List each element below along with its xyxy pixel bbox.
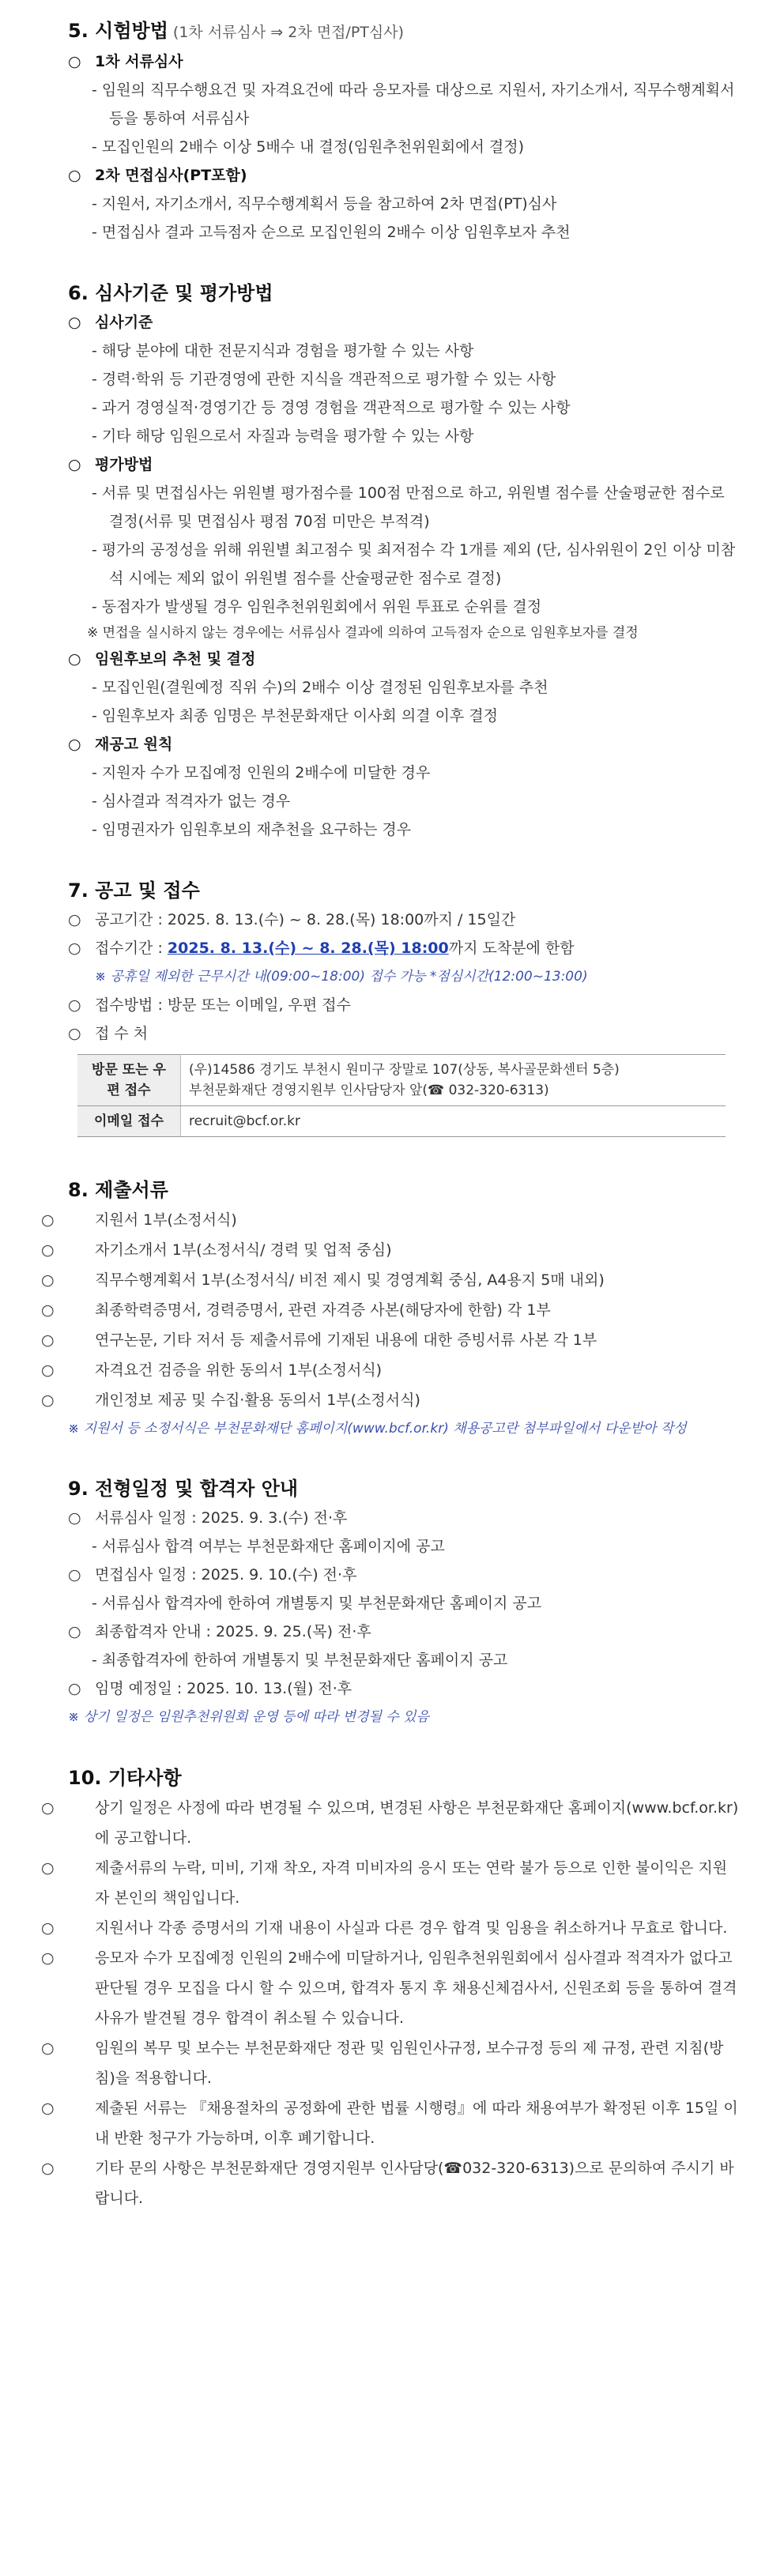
list-subitem: - 심사결과 적격자가 없는 경우 <box>92 793 291 810</box>
circle-bullet-icon: ○ <box>68 736 81 753</box>
list-subitem: - 임원의 직무수행요건 및 자격요건에 따라 응모자를 대상으로 지원서, 자기소개서, 직무수행계획서 등을 통하여 서류심사 <box>92 81 735 127</box>
list-heading: ○ 재공고 원칙 <box>68 730 740 759</box>
section-9-note: ※ 상기 일정은 임원추천위원회 운영 등에 따라 변경될 수 있음 <box>68 1709 430 1725</box>
section-6-criteria <box>68 278 740 844</box>
circle-bullet-icon: ○ <box>41 1301 55 1319</box>
list-note: ※ 면접을 실시하지 않는 경우에는 서류심사 결과에 의하여 고득점자 순으로 임원후보자를 결정 <box>87 625 639 641</box>
receipt-table <box>77 1054 726 1137</box>
list-item: ○ 응모자 수가 모집예정 인원의 2배수에 미달하거나, 임원추천위원회에서 심사결과 적격자가 없다고 판단될 경우 모집을 다시 할 수 있으며, 합격자 통지 후 채용신체검사서, 신원조회 등을 통하여 결격사유가 발견될 경우 합격이 취소될 수 있습니다. <box>68 1943 740 2033</box>
circle-bullet-icon: ○ <box>41 1799 55 1817</box>
table-row <box>77 1106 726 1137</box>
notice-period: ○ 공고기간 : 2025. 8. 13.(수) ~ 8. 28.(목) 18:00까지 / 15일간 <box>68 906 740 934</box>
circle-bullet-icon: ○ <box>41 1919 55 1937</box>
circle-bullet-icon: ○ <box>41 1241 55 1259</box>
list-subitem: - 지원서, 자기소개서, 직무수행계획서 등을 참고하여 2차 면접(PT)심사 <box>92 195 557 213</box>
list-subitem: - 과거 경영실적·경영기간 등 경영 경험을 객관적으로 평가할 수 있는 사항 <box>92 399 571 416</box>
circle-bullet-icon: ○ <box>41 1392 55 1409</box>
list-subitem: - 서류 및 면접심사는 위원별 평가점수를 100점 만점으로 하고, 위원별 점수를 산술평균한 점수로 결정(서류 및 면접심사 평점 70점 미만은 부적격) <box>92 484 725 530</box>
list-subitem: - 임원후보자 최종 임명은 부천문화재단 이사회 의결 이후 결정 <box>92 707 499 725</box>
receipt-note: ※ 공휴일 제외한 근무시간 내(09:00~18:00) 접수 가능 *점심시간(12:00~13:00) <box>95 969 588 985</box>
table-value-address: (우)14586 경기도 부천시 원미구 장말로 107(상동, 복사골문화센터 5층) 부천문화재단 경영지원부 인사담당자 앞(☎ 032-320-6313) <box>181 1055 726 1106</box>
list-item: ○ 임명 예정일 : 2025. 10. 13.(월) 전·후 <box>68 1674 740 1703</box>
receipt-period: ○ 접수기간 : 2025. 8. 13.(수) ~ 8. 28.(목) 18:00까지 도착분에 한함 <box>68 934 740 962</box>
list-heading: ○ 심사기준 <box>68 308 740 337</box>
list-heading: ○ 1차 서류심사 <box>68 47 740 76</box>
list-subitem: - 동점자가 발생될 경우 임원추천위원회에서 위원 투표로 순위를 결정 <box>92 598 542 616</box>
list-item: ○ 기타 문의 사항은 부천문화재단 경영지원부 인사담당(☎032-320-6313)으로 문의하여 주시기 바랍니다. <box>68 2153 740 2213</box>
circle-bullet-icon: ○ <box>68 911 81 928</box>
circle-bullet-icon: ○ <box>41 1271 55 1289</box>
circle-bullet-icon: ○ <box>68 1623 81 1640</box>
circle-bullet-icon: ○ <box>68 940 81 957</box>
list-item: ○ 개인정보 제공 및 수집·활용 동의서 1부(소정서식) <box>68 1385 740 1415</box>
section-7-notice-receipt <box>68 876 740 1137</box>
list-item: ○ 직무수행계획서 1부(소정서식/ 비전 제시 및 경영계획 중심, A4용지 5매 내외) <box>68 1265 740 1295</box>
list-item: ○ 최종합격자 안내 : 2025. 9. 25.(목) 전·후 <box>68 1618 740 1646</box>
section-6-list <box>68 308 740 844</box>
receipt-method: ○ 접수방법 : 방문 또는 이메일, 우편 접수 <box>68 991 740 1019</box>
list-subitem: - 서류심사 합격자에 한하여 개별통지 및 부천문화재단 홈페이지 공고 <box>92 1595 542 1612</box>
list-item: ○ 최종학력증명서, 경력증명서, 관련 자격증 사본(해당자에 한함) 각 1부 <box>68 1295 740 1325</box>
section-5-exam-method <box>68 16 740 247</box>
section-10-title: 10. 기타사항 <box>68 1767 182 1789</box>
list-item: ○ 상기 일정은 사정에 따라 변경될 수 있으며, 변경된 사항은 부천문화재단 홈페이지(www.bcf.or.kr)에 공고합니다. <box>68 1793 740 1853</box>
circle-bullet-icon: ○ <box>68 314 81 331</box>
list-subitem: - 모집인원의 2배수 이상 5배수 내 결정(임원추천위원회에서 결정) <box>92 138 524 156</box>
list-heading: ○ 평가방법 <box>68 450 740 479</box>
circle-bullet-icon: ○ <box>68 167 81 184</box>
list-subitem: - 서류심사 합격 여부는 부천문화재단 홈페이지에 공고 <box>92 1538 445 1555</box>
circle-bullet-icon: ○ <box>41 1211 55 1229</box>
circle-bullet-icon: ○ <box>68 456 81 473</box>
section-5-subtitle: (1차 서류심사 ⇒ 2차 면접/PT심사) <box>172 24 405 41</box>
circle-bullet-icon: ○ <box>41 2039 55 2057</box>
section-10-etc <box>41 1763 740 2213</box>
section-10-list <box>41 1793 740 2213</box>
list-subitem: - 기타 해당 임원으로서 자질과 능력을 평가할 수 있는 사항 <box>92 427 474 445</box>
section-8-list <box>41 1205 740 1415</box>
circle-bullet-icon: ○ <box>41 1859 55 1877</box>
table-value-email[interactable]: recruit@bcf.or.kr <box>181 1106 726 1137</box>
circle-bullet-icon: ○ <box>41 1361 55 1379</box>
circle-bullet-icon: ○ <box>68 1680 81 1697</box>
list-subitem: - 면접심사 결과 고득점자 순으로 모집인원의 2배수 이상 임원후보자 추천 <box>92 224 571 241</box>
list-item: ○ 면접심사 일정 : 2025. 9. 10.(수) 전·후 <box>68 1561 740 1589</box>
section-8-documents <box>41 1175 740 1442</box>
circle-bullet-icon: ○ <box>41 2160 55 2177</box>
receipt-period-highlight: 2025. 8. 13.(수) ~ 8. 28.(목) 18:00 <box>167 940 449 957</box>
list-subitem: - 해당 분야에 대한 전문지식과 경험을 평가할 수 있는 사항 <box>92 342 474 360</box>
section-6-title: 6. 심사기준 및 평가방법 <box>68 282 273 304</box>
section-7-title: 7. 공고 및 접수 <box>68 879 200 902</box>
list-item: ○ 지원서 1부(소정서식) <box>68 1205 740 1235</box>
list-item: ○ 연구논문, 기타 저서 등 제출서류에 기재된 내용에 대한 증빙서류 사본 각 1부 <box>68 1325 740 1355</box>
circle-bullet-icon: ○ <box>41 1331 55 1349</box>
list-subitem: - 최종합격자에 한하여 개별통지 및 부천문화재단 홈페이지 공고 <box>92 1651 508 1669</box>
list-subitem: - 지원자 수가 모집예정 인원의 2배수에 미달한 경우 <box>92 764 431 781</box>
list-item: ○ 제출된 서류는 『채용절차의 공정화에 관한 법률 시행령』에 따라 채용여부가 확정된 이후 15일 이내 반환 청구가 가능하며, 이후 폐기합니다. <box>68 2093 740 2153</box>
list-heading: ○ 2차 면접심사(PT포함) <box>68 161 740 190</box>
table-label-email: 이메일 접수 <box>77 1106 181 1137</box>
list-heading: ○ 임원후보의 추천 및 결정 <box>68 645 740 673</box>
section-8-note: ※ 지원서 등 소정서식은 부천문화재단 홈페이지(www.bcf.or.kr) 채용공고란 첨부파일에서 다운받아 작성 <box>68 1421 687 1437</box>
circle-bullet-icon: ○ <box>68 1566 81 1584</box>
list-subitem: - 임명권자가 임원후보의 재추천을 요구하는 경우 <box>92 821 412 838</box>
list-subitem: - 경력·학위 등 기관경영에 관한 지식을 객관적으로 평가할 수 있는 사항 <box>92 371 556 388</box>
circle-bullet-icon: ○ <box>68 1509 81 1527</box>
circle-bullet-icon: ○ <box>68 1025 81 1042</box>
section-9-title: 9. 전형일정 및 합격자 안내 <box>68 1478 299 1500</box>
list-item: ○ 제출서류의 누락, 미비, 기재 착오, 자격 미비자의 응시 또는 연락 불가 등으로 인한 불이익은 지원자 본인의 책임입니다. <box>68 1853 740 1913</box>
circle-bullet-icon: ○ <box>68 53 81 70</box>
section-9-schedule <box>68 1474 740 1731</box>
list-item: ○ 서류심사 일정 : 2025. 9. 3.(수) 전·후 <box>68 1504 740 1532</box>
list-item: ○ 자기소개서 1부(소정서식/ 경력 및 업적 중심) <box>68 1235 740 1265</box>
section-9-list <box>68 1504 740 1703</box>
list-item: ○ 지원서나 각종 증명서의 기재 내용이 사실과 다른 경우 합격 및 임용을 취소하거나 무효로 합니다. <box>68 1913 740 1943</box>
table-label-visit-mail: 방문 또는 우편 접수 <box>77 1055 181 1106</box>
section-5-list <box>68 47 740 247</box>
section-5-title: 5. 시험방법 (1차 서류심사 ⇒ 2차 면접/PT심사) <box>68 20 405 42</box>
section-8-title: 8. 제출서류 <box>68 1179 168 1201</box>
list-subitem: - 평가의 공정성을 위해 위원별 최고점수 및 최저점수 각 1개를 제외 (단, 심사위원이 2인 이상 미참석 시에는 제외 없이 위원별 점수를 산술평균한 점수로 결정) <box>92 541 736 587</box>
table-row <box>77 1055 726 1106</box>
receipt-place: ○ 접 수 처 <box>68 1019 740 1048</box>
circle-bullet-icon: ○ <box>68 996 81 1014</box>
list-item: ○ 자격요건 검증을 위한 동의서 1부(소정서식) <box>68 1355 740 1385</box>
list-item: ○ 임원의 복무 및 보수는 부천문화재단 정관 및 임원인사규정, 보수규정 등의 제 규정, 관련 지침(방침)을 적용합니다. <box>68 2033 740 2093</box>
circle-bullet-icon: ○ <box>68 650 81 668</box>
list-subitem: - 모집인원(결원예정 직위 수)의 2배수 이상 결정된 임원후보자를 추천 <box>92 679 548 696</box>
circle-bullet-icon: ○ <box>41 2100 55 2117</box>
circle-bullet-icon: ○ <box>41 1949 55 1967</box>
